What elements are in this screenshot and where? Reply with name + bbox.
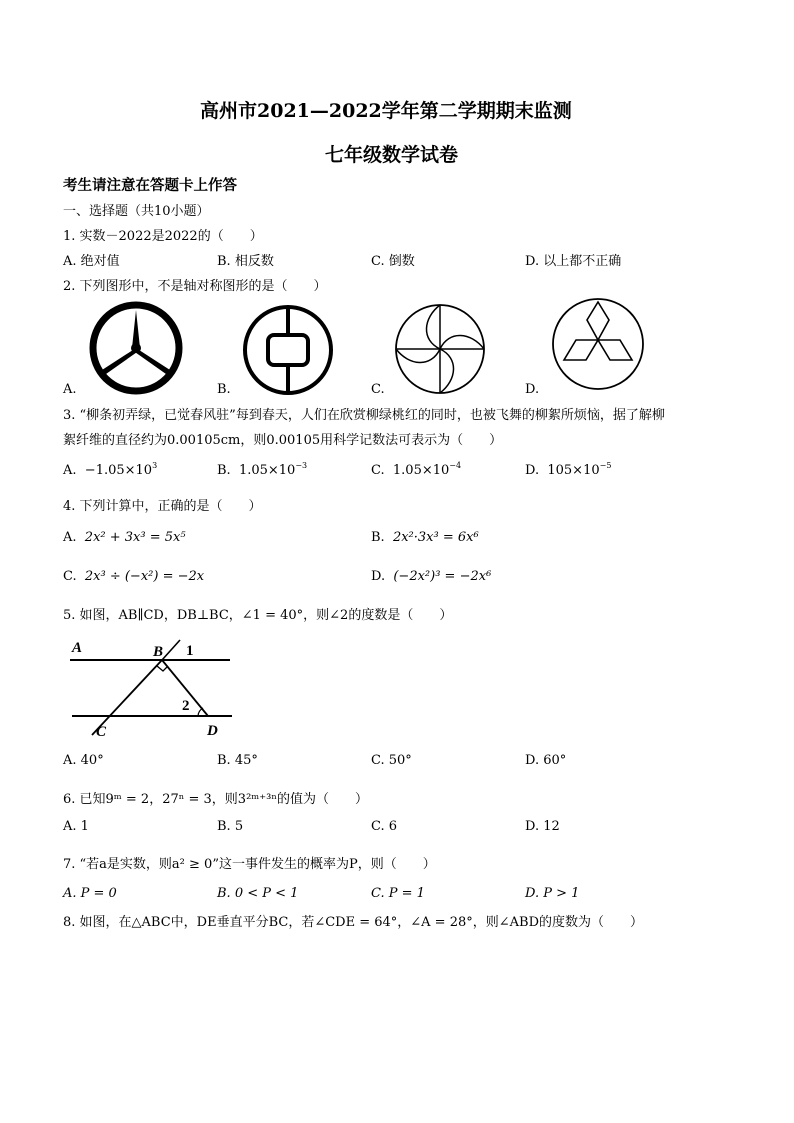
q3-option-d-label: D. [525, 463, 540, 478]
q4-option-a-expr: 2x² + 3x³ = 5x⁵ [84, 530, 186, 545]
q3-option-c [371, 460, 462, 478]
q4-option-b [371, 530, 479, 545]
q5-option-c: C. 50° [371, 753, 412, 768]
q3-option-b-label: B. [217, 463, 231, 478]
q2-option-c: C. [371, 382, 385, 397]
q2-option-a: A. [63, 382, 77, 397]
q7-option-a: A. P = 0 [63, 886, 117, 901]
q2-figure-b [238, 302, 338, 400]
q6-option-d: D. 12 [525, 819, 560, 834]
q3-option-c-base: 1.05×10 [392, 463, 450, 478]
q5-label-1: 1 [186, 643, 194, 659]
q3-option-b [217, 460, 308, 478]
q3-option-c-label: C. [371, 463, 385, 478]
q3-option-d [525, 460, 612, 478]
q5-figure [62, 632, 237, 742]
q2-option-d: D. [525, 382, 540, 397]
q3-option-d-base: 105×10 [547, 463, 600, 478]
q1-stem: 1. 实数－2022是2022的（ ） [63, 229, 263, 244]
q2-figure-a [86, 300, 186, 400]
q4-option-c-label: C. [63, 569, 77, 584]
page-title: 高州市2021—2022学年第二学期期末监测 [200, 100, 572, 122]
q5-label-a: A [72, 640, 83, 656]
q5-option-d: D. 60° [525, 753, 567, 768]
q5-label-d: D [207, 723, 218, 739]
q3-option-b-exp: −3 [295, 460, 308, 470]
q8-stem: 8. 如图，在△ABC中，DE垂直平分BC，若∠CDE = 64°，∠A = 28°，则∠ABD的度数为（ ） [63, 915, 644, 930]
q3-option-c-exp: −4 [449, 460, 462, 470]
q6-option-a: A. 1 [63, 819, 89, 834]
q3-option-a [63, 460, 158, 478]
q5-option-a: A. 40° [63, 753, 104, 768]
q4-option-a-label: A. [63, 530, 77, 545]
q3-stem-line1: 3. “柳条初弄绿，已觉春风驻”每到春天，人们在欣赏柳绿桃红的同时，也被飞舞的柳絮所烦恼，据了解柳 [63, 408, 665, 423]
q2-figure-d [548, 296, 648, 396]
q3-option-a-label: A. [63, 463, 77, 478]
q5-label-b: B [153, 644, 164, 660]
q4-option-a [63, 530, 186, 545]
q3-option-a-base: −1.05×10 [84, 463, 153, 478]
q4-option-d [371, 569, 491, 584]
q7-stem: 7. “若a是实数，则a² ≥ 0”这一事件发生的概率为P，则（ ） [63, 857, 436, 872]
q4-option-d-expr: (−2x²)³ = −2x⁶ [393, 569, 492, 584]
notice: 考生请注意在答题卡上作答 [63, 177, 237, 194]
q1-option-a: A. 绝对值 [63, 254, 120, 269]
q4-option-b-expr: 2x²·3x³ = 6x⁶ [392, 530, 479, 545]
q1-option-b: B. 相反数 [217, 254, 274, 269]
q5-stem: 5. 如图，AB∥CD，DB⊥BC，∠1 = 40°，则∠2的度数是（ ） [63, 608, 453, 623]
q3-option-a-exp: 3 [152, 460, 158, 470]
q4-option-d-label: D. [371, 569, 386, 584]
q4-option-b-label: B. [371, 530, 385, 545]
section-heading: 一、选择题（共10小题） [63, 204, 210, 219]
q3-stem-line2: 絮纤维的直径约为0.00105cm，则0.00105用科学记数法可表示为（ ） [63, 433, 503, 448]
q7-option-b: B. 0 < P < 1 [217, 886, 299, 901]
page-subtitle: 七年级数学试卷 [325, 144, 459, 166]
q6-option-b: B. 5 [217, 819, 244, 834]
q7-option-c: C. P = 1 [371, 886, 425, 901]
q4-option-c [63, 569, 204, 584]
q3-option-d-exp: −5 [599, 460, 612, 470]
q6-option-c: C. 6 [371, 819, 398, 834]
q5-label-2: 2 [182, 698, 190, 714]
q4-stem: 4. 下列计算中，正确的是（ ） [63, 499, 262, 514]
q6-stem: 6. 已知9ᵐ = 2，27ⁿ = 3，则3²ᵐ⁺³ⁿ的值为（ ） [63, 792, 368, 807]
q5-label-c: C [96, 724, 107, 740]
q3-option-b-base: 1.05×10 [238, 463, 296, 478]
q2-figure-c [393, 302, 489, 398]
q1-option-c: C. 倒数 [371, 254, 415, 269]
q2-option-b: B. [217, 382, 231, 397]
q4-option-c-expr: 2x³ ÷ (−x²) = −2x [84, 569, 205, 584]
q1-option-d: D. 以上都不正确 [525, 254, 622, 269]
q2-stem: 2. 下列图形中，不是轴对称图形的是（ ） [63, 279, 327, 294]
q5-option-b: B. 45° [217, 753, 258, 768]
q7-option-d: D. P > 1 [525, 886, 580, 901]
